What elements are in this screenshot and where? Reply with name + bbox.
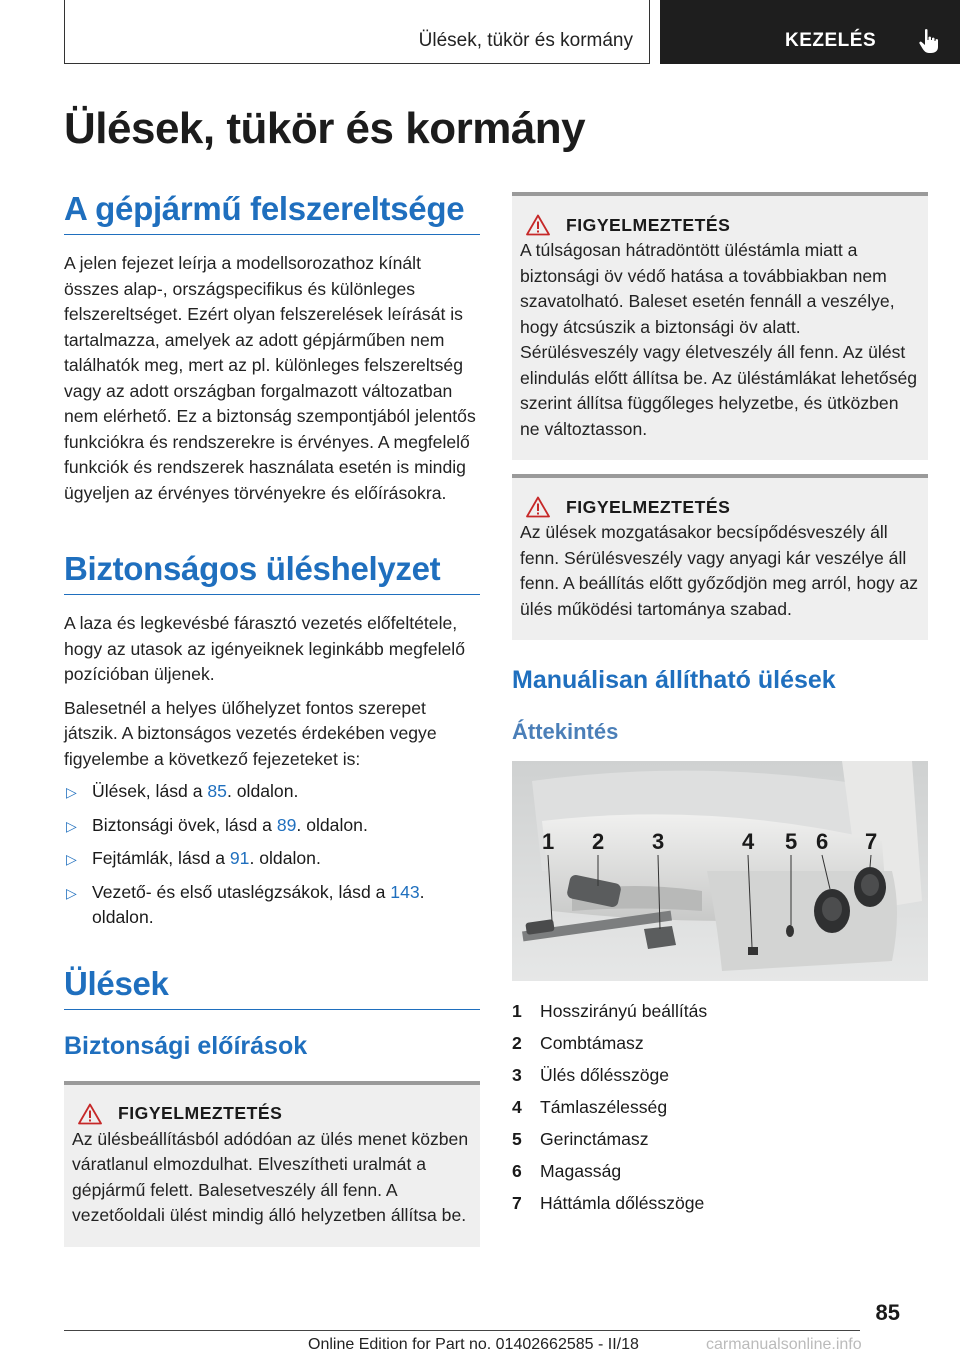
page-link-91[interactable]: 91 — [229, 848, 250, 868]
warning-icon — [78, 1103, 102, 1125]
warning-box-3 — [512, 474, 928, 640]
warning-box-2 — [512, 192, 928, 460]
list-item: ▷ Biztonsági övek, lásd a 89. oldalon. — [64, 813, 480, 840]
left-column — [64, 190, 480, 1247]
warning-text: A túlságosan hátradöntött üléstámla miatt a biztonsági öv védő hatása a továbbiakban nem szavatolható. Baleset esetén fennáll a veszélye, hogy átcsúszik a biztonsági öv alatt. Sérülésveszély vagy életveszély áll fenn. Az ülést elindulás előtt állítsa be. Az üléstámlákat lehetőség szerint állítsa függőleges helyzetbe, és ütközben ne változtasson. — [520, 240, 918, 439]
legend-item: 5 Gerinctámasz — [512, 1129, 649, 1149]
paragraph-seat-position-1: A laza és legkevésbé fárasztó vezetés előfeltétele, hogy az utasok az igényeiknek leginkább megfelelő pozícióban üljenek. — [64, 613, 466, 684]
page-link-89[interactable]: 89 — [276, 814, 297, 835]
warning-icon — [526, 496, 550, 518]
page-link-143[interactable]: 143 — [390, 881, 420, 902]
triangle-bullet-icon: ▷ — [66, 817, 77, 834]
triangle-bullet-icon: ▷ — [66, 851, 77, 867]
paragraph-equipment: A jelen fejezet leírja a modellsorozathoz kínált összes alap-, országspecifikus és különleges felszereltséget. Ezért olyan felszerelések leírását is tartalmazza, amelyek az adott gépjárműben nem találhatók meg, mert az pl. különleges felszereltség vagy az adott országban forgalmazott változatban nem elérhető. Ez a biztonság szempontjából jelentős funkciókra és rendszerekre is érvényes. A megfelelő funkciók és rendszerek használata esetén is mindig ügyeljen az érvényes törvényekre és előírásokra. — [64, 253, 476, 503]
list-item: ▷ Ülések, lásd a 85. oldalon. — [64, 779, 480, 806]
heading-seat-position: Biztonságos üléshelyzet — [64, 550, 480, 595]
paragraph-seat-position-2: Balesetnél a helyes ülőhelyzet fontos szerepet játszik. A biztonságos vezetés érdekében vegye figyelembe a következő fejezeteket is: — [64, 697, 437, 769]
right-column — [512, 192, 928, 1219]
header-section-title: Ülések, tükör és kormány — [418, 30, 633, 51]
reference-list — [64, 779, 480, 931]
heading-overview: Áttekintés — [512, 719, 619, 744]
photo-label-5: 5 — [785, 829, 798, 854]
photo-label-4: 4 — [742, 829, 755, 854]
warning-title: FIGYELMEZTETÉS — [566, 214, 731, 235]
hand-pointer-icon — [918, 28, 942, 54]
page-number: 85 — [875, 1300, 900, 1325]
warning-icon — [526, 214, 550, 236]
legend-item: 7 Háttámla dőlésszöge — [512, 1193, 705, 1213]
page-link-85[interactable]: 85 — [207, 781, 227, 801]
page-title: Ülések, tükör és kormány — [64, 104, 586, 153]
photo-label-1: 1 — [542, 829, 555, 854]
legend-item: 3 Ülés dőlésszöge — [512, 1065, 670, 1085]
list-item: ▷ Fejtámlák, lásd a 91. oldalon. — [64, 846, 480, 873]
legend-list — [512, 995, 928, 1219]
warning-box-1 — [64, 1081, 480, 1247]
heading-manual-seats: Manuálisan állítható ülések — [512, 666, 836, 694]
warning-title: FIGYELMEZTETÉS — [118, 1103, 283, 1123]
legend-item: 4 Támlaszélesség — [512, 1097, 668, 1117]
triangle-bullet-icon: ▷ — [66, 784, 77, 800]
watermark: carmanualsonline.info — [706, 1336, 862, 1353]
photo-label-6: 6 — [816, 829, 829, 854]
header-section-tab — [64, 0, 650, 64]
warning-text: Az ülések mozgatásakor becsípődésveszély áll fenn. Sérülésveszély vagy anyagi kár veszélye áll fenn. A beállítás előtt győződjön meg arról, hogy az ülés működési tartománya szabad. — [520, 522, 919, 619]
legend-item: 1 Hosszirányú beállítás — [512, 1001, 708, 1021]
heading-equipment: A gépjármű felszereltsége — [64, 190, 480, 235]
triangle-bullet-icon: ▷ — [66, 884, 77, 901]
legend-item: 6 Magasság — [512, 1161, 622, 1181]
photo-label-2: 2 — [592, 829, 605, 854]
header-chapter-title: KEZELÉS — [785, 30, 877, 51]
footer-edition: Online Edition for Part no. 01402662585 - II/18 — [308, 1336, 639, 1353]
photo-label-3: 3 — [652, 829, 665, 854]
photo-label-7: 7 — [865, 829, 878, 854]
list-item: ▷ Vezető- és első utaslégzsákok, lásd a 143. oldalon. — [64, 880, 480, 931]
header-chapter-tab — [660, 0, 960, 64]
seat-controls-photo — [512, 761, 928, 981]
warning-title: FIGYELMEZTETÉS — [566, 496, 731, 517]
heading-safety-rules: Biztonsági előírások — [64, 1031, 308, 1060]
warning-text: Az ülésbeállításból adódóan az ülés menet közben váratlanul elmozdulhat. Elveszítheti uralmát a gépjármű felett. Balesetveszély áll fenn. A vezetőoldali ülést mindig álló helyzetben állítsa be. — [72, 1128, 469, 1225]
footer-divider — [64, 1330, 860, 1331]
heading-seats: Ülések — [64, 965, 480, 1010]
legend-item: 2 Combtámasz — [512, 1033, 644, 1053]
